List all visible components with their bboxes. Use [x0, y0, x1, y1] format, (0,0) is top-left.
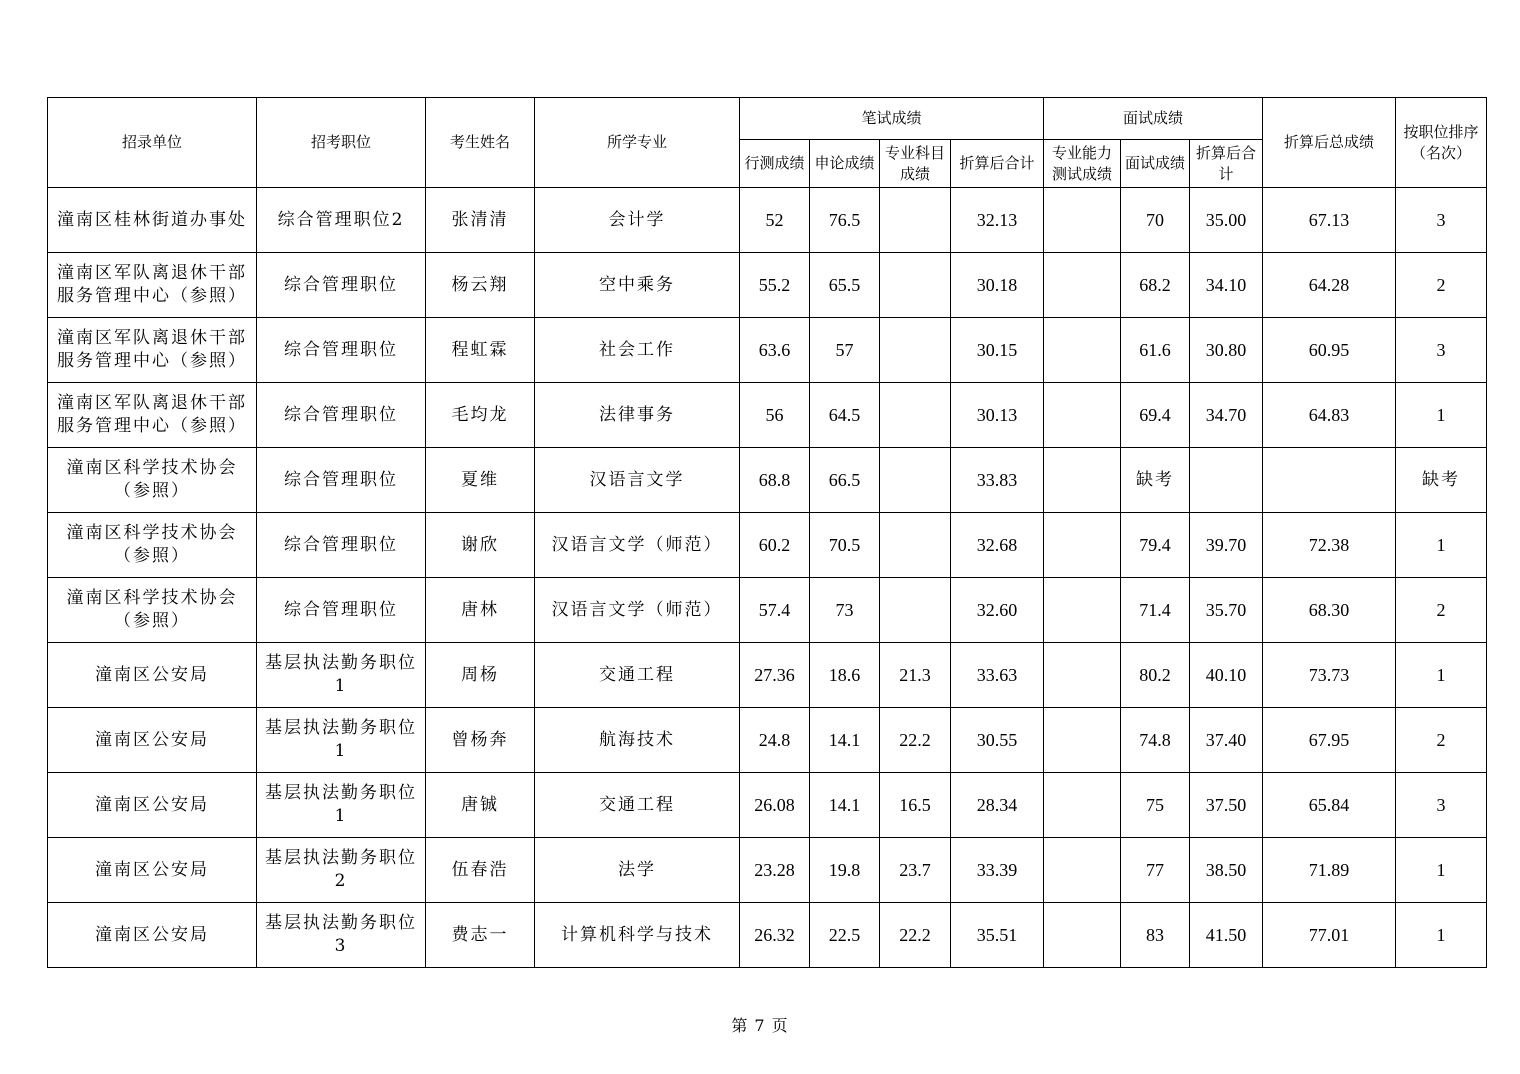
cell-major: 汉语言文学 — [535, 448, 740, 513]
cell-position: 基层执法勤务职位1 — [257, 643, 426, 708]
cell-written-total: 32.13 — [951, 188, 1044, 253]
cell-name: 杨云翔 — [426, 253, 535, 318]
cell-major: 航海技术 — [535, 708, 740, 773]
cell-ability-test — [1044, 448, 1121, 513]
header-written-group: 笔试成绩 — [740, 98, 1044, 140]
cell-interview-score: 71.4 — [1121, 578, 1190, 643]
cell-interview-score: 70 — [1121, 188, 1190, 253]
cell-position: 基层执法勤务职位1 — [257, 773, 426, 838]
cell-shenlun: 14.1 — [810, 773, 880, 838]
cell-major: 汉语言文学（师范） — [535, 513, 740, 578]
cell-shenlun: 73 — [810, 578, 880, 643]
header-interview-total: 折算后合计 — [1190, 140, 1263, 188]
cell-shenlun: 66.5 — [810, 448, 880, 513]
header-rank: 按职位排序（名次） — [1396, 98, 1487, 188]
cell-final-total: 67.95 — [1263, 708, 1396, 773]
table-row — [48, 708, 1487, 773]
table-row — [48, 643, 1487, 708]
cell-final-total: 64.28 — [1263, 253, 1396, 318]
cell-interview-total: 34.70 — [1190, 383, 1263, 448]
cell-written-total: 28.34 — [951, 773, 1044, 838]
table-body — [48, 188, 1487, 968]
cell-unit: 潼南区公安局 — [48, 773, 257, 838]
cell-xingce: 52 — [740, 188, 810, 253]
cell-zhuanye: 23.7 — [880, 838, 951, 903]
cell-interview-score: 74.8 — [1121, 708, 1190, 773]
cell-rank: 1 — [1396, 838, 1487, 903]
cell-zhuanye — [880, 253, 951, 318]
header-zhuanye: 专业科目成绩 — [880, 140, 951, 188]
cell-position: 综合管理职位2 — [257, 188, 426, 253]
cell-written-total: 32.68 — [951, 513, 1044, 578]
cell-position: 基层执法勤务职位3 — [257, 903, 426, 968]
cell-name: 周杨 — [426, 643, 535, 708]
header-position: 招考职位 — [257, 98, 426, 188]
cell-shenlun: 18.6 — [810, 643, 880, 708]
cell-interview-total: 35.70 — [1190, 578, 1263, 643]
cell-position: 综合管理职位 — [257, 318, 426, 383]
cell-written-total: 32.60 — [951, 578, 1044, 643]
cell-name: 谢欣 — [426, 513, 535, 578]
cell-interview-score: 75 — [1121, 773, 1190, 838]
cell-final-total: 73.73 — [1263, 643, 1396, 708]
header-interview-group: 面试成绩 — [1044, 98, 1263, 140]
cell-interview-score: 80.2 — [1121, 643, 1190, 708]
cell-name: 伍春浩 — [426, 838, 535, 903]
cell-xingce: 57.4 — [740, 578, 810, 643]
cell-unit: 潼南区公安局 — [48, 838, 257, 903]
table-row — [48, 318, 1487, 383]
cell-xingce: 23.28 — [740, 838, 810, 903]
cell-zhuanye: 21.3 — [880, 643, 951, 708]
cell-shenlun: 19.8 — [810, 838, 880, 903]
cell-zhuanye: 16.5 — [880, 773, 951, 838]
cell-name: 曾杨奔 — [426, 708, 535, 773]
cell-ability-test — [1044, 253, 1121, 318]
cell-rank: 1 — [1396, 643, 1487, 708]
cell-name: 毛均龙 — [426, 383, 535, 448]
cell-interview-total: 40.10 — [1190, 643, 1263, 708]
cell-zhuanye: 22.2 — [880, 708, 951, 773]
cell-rank: 缺考 — [1396, 448, 1487, 513]
cell-ability-test — [1044, 708, 1121, 773]
cell-interview-score: 79.4 — [1121, 513, 1190, 578]
cell-written-total: 33.83 — [951, 448, 1044, 513]
cell-written-total: 30.15 — [951, 318, 1044, 383]
cell-unit: 潼南区军队离退休干部服务管理中心（参照） — [48, 383, 257, 448]
header-written-total: 折算后合计 — [951, 140, 1044, 188]
cell-unit: 潼南区公安局 — [48, 708, 257, 773]
cell-unit: 潼南区科学技术协会（参照） — [48, 513, 257, 578]
cell-rank: 2 — [1396, 708, 1487, 773]
table-row — [48, 903, 1487, 968]
cell-major: 计算机科学与技术 — [535, 903, 740, 968]
cell-shenlun: 57 — [810, 318, 880, 383]
cell-unit: 潼南区公安局 — [48, 903, 257, 968]
cell-position: 基层执法勤务职位2 — [257, 838, 426, 903]
cell-position: 综合管理职位 — [257, 253, 426, 318]
cell-xingce: 68.8 — [740, 448, 810, 513]
cell-shenlun: 22.5 — [810, 903, 880, 968]
cell-major: 法学 — [535, 838, 740, 903]
table-row — [48, 188, 1487, 253]
cell-written-total: 33.39 — [951, 838, 1044, 903]
cell-shenlun: 14.1 — [810, 708, 880, 773]
header-name: 考生姓名 — [426, 98, 535, 188]
cell-major: 汉语言文学（师范） — [535, 578, 740, 643]
cell-interview-score: 69.4 — [1121, 383, 1190, 448]
cell-interview-total: 41.50 — [1190, 903, 1263, 968]
table-row — [48, 838, 1487, 903]
cell-interview-score: 77 — [1121, 838, 1190, 903]
cell-final-total: 72.38 — [1263, 513, 1396, 578]
header-xingce: 行测成绩 — [740, 140, 810, 188]
cell-xingce: 60.2 — [740, 513, 810, 578]
cell-rank: 3 — [1396, 773, 1487, 838]
cell-position: 综合管理职位 — [257, 578, 426, 643]
cell-xingce: 56 — [740, 383, 810, 448]
table-row — [48, 513, 1487, 578]
cell-interview-score: 68.2 — [1121, 253, 1190, 318]
cell-unit: 潼南区桂林街道办事处 — [48, 188, 257, 253]
cell-interview-score: 61.6 — [1121, 318, 1190, 383]
cell-rank: 3 — [1396, 318, 1487, 383]
cell-rank: 3 — [1396, 188, 1487, 253]
cell-interview-total: 39.70 — [1190, 513, 1263, 578]
header-shenlun: 申论成绩 — [810, 140, 880, 188]
cell-xingce: 63.6 — [740, 318, 810, 383]
cell-major: 交通工程 — [535, 773, 740, 838]
cell-zhuanye — [880, 448, 951, 513]
cell-zhuanye — [880, 383, 951, 448]
cell-xingce: 27.36 — [740, 643, 810, 708]
cell-unit: 潼南区科学技术协会（参照） — [48, 578, 257, 643]
header-major: 所学专业 — [535, 98, 740, 188]
cell-final-total: 65.84 — [1263, 773, 1396, 838]
cell-written-total: 35.51 — [951, 903, 1044, 968]
cell-zhuanye — [880, 513, 951, 578]
cell-rank: 1 — [1396, 513, 1487, 578]
cell-xingce: 26.32 — [740, 903, 810, 968]
cell-ability-test — [1044, 188, 1121, 253]
cell-final-total: 60.95 — [1263, 318, 1396, 383]
cell-written-total: 30.13 — [951, 383, 1044, 448]
cell-major: 交通工程 — [535, 643, 740, 708]
cell-ability-test — [1044, 383, 1121, 448]
cell-shenlun: 65.5 — [810, 253, 880, 318]
cell-zhuanye: 22.2 — [880, 903, 951, 968]
cell-final-total: 64.83 — [1263, 383, 1396, 448]
cell-interview-total — [1190, 448, 1263, 513]
table-header — [48, 98, 1487, 188]
cell-major: 社会工作 — [535, 318, 740, 383]
cell-name: 夏维 — [426, 448, 535, 513]
cell-ability-test — [1044, 838, 1121, 903]
header-ability-test: 专业能力测试成绩 — [1044, 140, 1121, 188]
cell-name: 费志一 — [426, 903, 535, 968]
page-number: 第 7 页 — [731, 1016, 789, 1035]
cell-interview-score: 缺考 — [1121, 448, 1190, 513]
cell-ability-test — [1044, 773, 1121, 838]
cell-shenlun: 64.5 — [810, 383, 880, 448]
cell-written-total: 33.63 — [951, 643, 1044, 708]
cell-rank: 2 — [1396, 578, 1487, 643]
cell-final-total: 71.89 — [1263, 838, 1396, 903]
cell-rank: 2 — [1396, 253, 1487, 318]
cell-unit: 潼南区公安局 — [48, 643, 257, 708]
cell-zhuanye — [880, 318, 951, 383]
cell-ability-test — [1044, 578, 1121, 643]
cell-written-total: 30.55 — [951, 708, 1044, 773]
cell-final-total: 77.01 — [1263, 903, 1396, 968]
cell-unit: 潼南区军队离退休干部服务管理中心（参照） — [48, 253, 257, 318]
table-row — [48, 578, 1487, 643]
cell-xingce: 24.8 — [740, 708, 810, 773]
cell-position: 综合管理职位 — [257, 383, 426, 448]
cell-shenlun: 76.5 — [810, 188, 880, 253]
cell-zhuanye — [880, 578, 951, 643]
cell-ability-test — [1044, 318, 1121, 383]
score-table — [47, 97, 1487, 968]
header-interview-score: 面试成绩 — [1121, 140, 1190, 188]
cell-interview-total: 30.80 — [1190, 318, 1263, 383]
cell-position: 基层执法勤务职位1 — [257, 708, 426, 773]
cell-name: 唐铖 — [426, 773, 535, 838]
cell-name: 张清清 — [426, 188, 535, 253]
cell-xingce: 55.2 — [740, 253, 810, 318]
cell-interview-total: 35.00 — [1190, 188, 1263, 253]
cell-interview-total: 34.10 — [1190, 253, 1263, 318]
cell-rank: 1 — [1396, 383, 1487, 448]
cell-major: 会计学 — [535, 188, 740, 253]
cell-unit: 潼南区科学技术协会（参照） — [48, 448, 257, 513]
cell-final-total — [1263, 448, 1396, 513]
cell-xingce: 26.08 — [740, 773, 810, 838]
cell-shenlun: 70.5 — [810, 513, 880, 578]
cell-written-total: 30.18 — [951, 253, 1044, 318]
header-final-total: 折算后总成绩 — [1263, 98, 1396, 188]
cell-zhuanye — [880, 188, 951, 253]
cell-ability-test — [1044, 903, 1121, 968]
cell-position: 综合管理职位 — [257, 513, 426, 578]
table-row — [48, 448, 1487, 513]
header-unit: 招录单位 — [48, 98, 257, 188]
table-row — [48, 253, 1487, 318]
cell-rank: 1 — [1396, 903, 1487, 968]
cell-unit: 潼南区军队离退休干部服务管理中心（参照） — [48, 318, 257, 383]
cell-position: 综合管理职位 — [257, 448, 426, 513]
cell-name: 唐林 — [426, 578, 535, 643]
table-row — [48, 773, 1487, 838]
cell-major: 法律事务 — [535, 383, 740, 448]
cell-interview-total: 37.40 — [1190, 708, 1263, 773]
cell-name: 程虹霖 — [426, 318, 535, 383]
cell-final-total: 67.13 — [1263, 188, 1396, 253]
cell-final-total: 68.30 — [1263, 578, 1396, 643]
cell-major: 空中乘务 — [535, 253, 740, 318]
cell-ability-test — [1044, 643, 1121, 708]
table-row — [48, 383, 1487, 448]
cell-interview-score: 83 — [1121, 903, 1190, 968]
cell-ability-test — [1044, 513, 1121, 578]
cell-interview-total: 38.50 — [1190, 838, 1263, 903]
cell-interview-total: 37.50 — [1190, 773, 1263, 838]
